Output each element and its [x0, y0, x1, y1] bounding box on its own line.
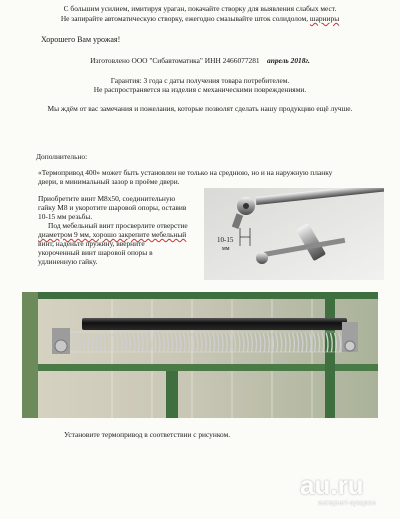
warning-line-2 — [0, 14, 400, 23]
intro-line-2: двери, в минимальный зазор в проёме двери. — [38, 177, 180, 186]
step-line: Под мебельный винт просверлите отверстие — [48, 221, 188, 230]
feedback-line: Мы ждём от вас замечания и пожелания, которые позволят сделать нашу продукцию ещё лучше. — [47, 104, 353, 113]
step-line: винт, наденьте пружину, вверните — [38, 239, 145, 248]
steps-paragraph — [38, 194, 208, 266]
section-title: Дополнительно: — [36, 152, 88, 161]
step-line: удлиненную гайку. — [38, 257, 98, 266]
dimension-unit: мм — [222, 246, 230, 252]
hinges-word: шарниры — [309, 14, 340, 23]
step-line: Приобретите винт М8х50, соединительную — [38, 194, 176, 203]
step-line: гайку М8 и укоротите шаровой опоры, оставив — [38, 203, 187, 212]
warranty-line-1: Гарантия: 3 года с даты получения товара потребителем. — [110, 76, 290, 85]
warranty-line-2: Не распространяется на изделия с механическими повреждениями. — [93, 85, 307, 94]
bolt-photo — [204, 188, 384, 280]
manufacture-date: апрель 2018г. — [267, 56, 310, 65]
greeting: Хорошего Вам урожая! — [41, 35, 121, 44]
step-line: диаметром 9 мм, хорошо закрепите мебельный — [38, 230, 187, 239]
step-line: укороченный винт шаровой опоры в — [38, 248, 153, 257]
warning-line-2-text: Не запирайте автоматическую створку, ежегодно смазывайте шток солидолом, — [60, 14, 310, 23]
dimension-label: 10-15 — [217, 236, 234, 244]
watermark-subtitle: интернет-аукцион — [318, 500, 376, 507]
greenhouse-photo — [22, 292, 378, 418]
manufacturer-line — [0, 56, 400, 65]
warning-line-1: С большим усилием, имитируя ураган, покачайте створку для выявления слабых мест. — [63, 4, 337, 13]
intro-line-1: «Термопривод 400» может быть установлен не только на среднюю, но и на наружную планку — [38, 168, 333, 177]
bolt-photo-drawing — [204, 188, 384, 280]
greenhouse-photo-drawing — [22, 292, 378, 418]
install-instruction: Установите термопривод в соответствии с рисунком. — [64, 430, 231, 439]
watermark-brand: au.ru — [300, 470, 364, 500]
manufacturer-text: Изготовлено ООО "Сибавтоматика" ИНН 2466077281 — [90, 56, 260, 65]
step-line: 10-15 мм резьбы. — [38, 212, 93, 221]
